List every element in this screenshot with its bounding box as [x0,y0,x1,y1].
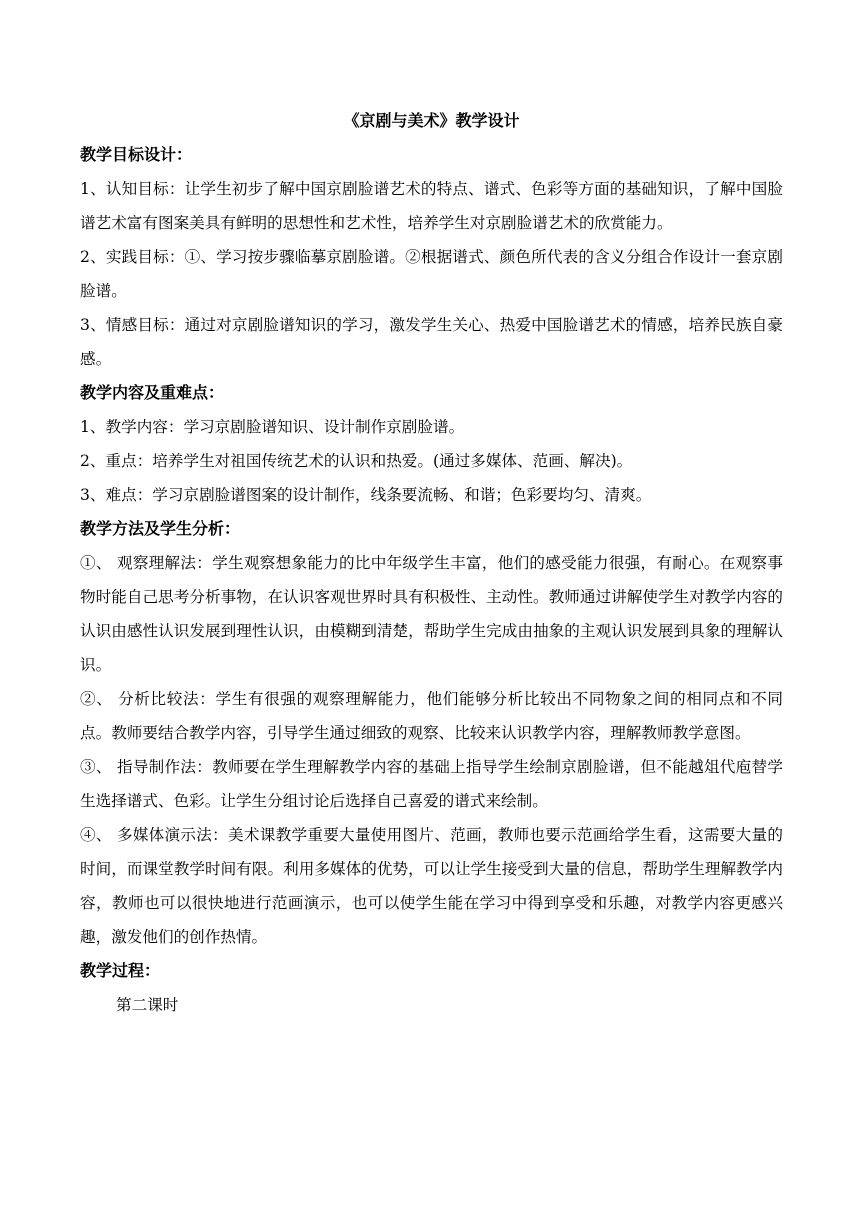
method-guided-making: ③、 指导制作法：教师要在学生理解教学内容的基础上指导学生绘制京剧脸谱，但不能越俎代庖替学生选择谱式、色彩。让学生分组讨论后选择自己喜爱的谱式来绘制。 [80,758,783,810]
objective-practice: 2、实践目标：①、学习按步骤临摹京剧脸谱。②根据谱式、颜色所代表的含义分组合作设计一套京剧脸谱。 [80,248,783,300]
method-multimedia: ④、 多媒体演示法：美术课教学重要大量使用图片、范画，教师也要示范画给学生看，这需要大量的时间，而课堂教学时间有限。利用多媒体的优势，可以让学生接受到大量的信息，帮助学生理解教学内容，教师也可以很快地进行范画演示，也可以使学生能在学习中得到享受和乐趣，对教学内容更感兴趣，激发他们的创作热情。 [80,826,783,946]
document-page [80,104,783,1022]
method-observation: ①、 观察理解法：学生观察想象能力的比中年级学生丰富，他们的感受能力很强，有耐心。在观察事物时能自己思考分析事物，在认识客观世界时具有积极性、主动性。教师通过讲解使学生对教学内容的认识由感性认识发展到理性认识，由模糊到清楚，帮助学生完成由抽象的主观认识发展到具象的理解认识。 [80,554,783,674]
section-heading-process: 教学过程： [80,961,161,980]
section-heading-objectives: 教学目标设计： [80,145,193,164]
section-heading-methods: 教学方法及学生分析： [80,519,241,538]
content-difficulty: 3、难点：学习京剧脸谱图案的设计制作，线条要流畅、和谐；色彩要均匀、清爽。 [80,486,652,504]
document-title: 《京剧与美术》教学设计 [343,111,520,130]
objective-emotion: 3、情感目标：通过对京剧脸谱知识的学习，激发学生关心、热爱中国脸谱艺术的情感，培养民族自豪感。 [80,316,783,368]
section-heading-content: 教学内容及重难点： [80,383,225,402]
objective-cognitive: 1、认知目标：让学生初步了解中国京剧脸谱艺术的特点、谱式、色彩等方面的基础知识，了解中国脸谱艺术富有图案美具有鲜明的思想性和艺术性，培养学生对京剧脸谱艺术的欣赏能力。 [80,180,783,232]
content-key-point: 2、重点：培养学生对祖国传统艺术的认识和热爱。(通过多媒体、范画、解决)。 [80,452,633,470]
method-comparison: ②、 分析比较法：学生有很强的观察理解能力，他们能够分析比较出不同物象之间的相同点和不同点。教师要结合教学内容，引导学生通过细致的观察、比较来认识教学内容，理解教师教学意图。 [80,690,783,742]
content-topic: 1、教学内容：学习京剧脸谱知识、设计制作京剧脸谱。 [80,418,465,436]
lesson-label: 第二课时 [116,996,179,1014]
